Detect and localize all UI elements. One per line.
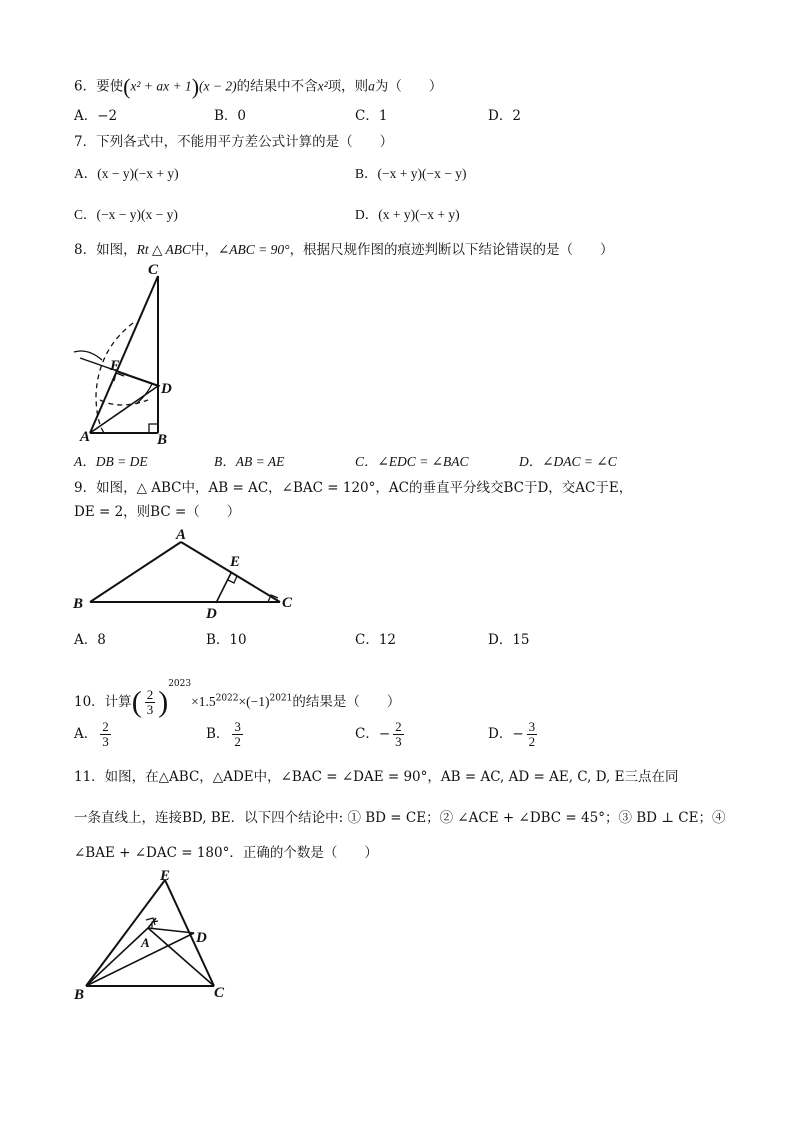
q10-mid: ×1.5 [191,694,216,709]
q10-mid2: ×(−1) [238,694,270,709]
q8-label-e: E [110,358,121,374]
q8-option-d[interactable]: D．∠DAC = ∠C [519,454,617,469]
q11-label-a: A [141,935,150,950]
q6-stem: 6．要使(x² + ax + 1)(x − 2)的结果中不含x²项，则a为（ ） [74,74,443,99]
q10-option-a[interactable]: A． $\frac{2}{3}$ [74,719,109,749]
q7-option-c[interactable]: C．(−x − y)(x − y) [74,207,178,222]
q6-var: a [368,78,375,94]
q7-option-b[interactable]: B．(−x + y)(−x − y) [355,166,467,181]
q11-label-b: B [74,987,85,1003]
q8-label-d: D [161,381,172,397]
q9-stem-line2: DE = 2，则BC =（ ） [74,504,241,520]
q7-option-a[interactable]: A．(x − y)(−x + y) [74,166,179,181]
q11-stem-line2: 一条直线上，连接BD, BE．以下四个结论中: ① BD = CE；② ∠ACE + ∠DBC = 45°；③ BD ⊥ CE；④ [74,810,726,826]
q9-label-e: E [230,554,241,570]
q7-option-d[interactable]: D．(x + y)(−x + y) [355,207,460,222]
q6-suffix: 项，则 [327,78,369,95]
q10-suffix: 的结果是（ ） [292,694,401,710]
q11-label-e: E [160,868,171,884]
q6-option-b[interactable]: B．0 [214,108,247,124]
q9-label-c: C [282,595,293,611]
q9-option-b[interactable]: B．10 [206,632,247,648]
q6-option-c[interactable]: C．1 [355,108,388,124]
q6-option-a[interactable]: A．−2 [74,108,118,124]
q6-poly2: (x − 2) [199,78,237,94]
q8-option-c[interactable]: C．∠EDC = ∠BAC [355,454,469,469]
q9-option-a[interactable]: A．8 [74,632,106,648]
q10-stem: 10．计算( $\frac{2}{3}$ )$^{2023}\times 1.5^{2022}\times(-1)^{2021}$的结果是（ ） [74,679,401,719]
q9-option-c[interactable]: C．12 [355,632,397,648]
q10-exponent-2: 2022 [215,693,239,704]
q10-option-d[interactable]: D．− $\frac{3}{2}$ [488,719,536,749]
q6-middle: 的结果中不含 [236,78,318,95]
q6-ending: 为（ ） [374,78,443,95]
q8-option-a[interactable]: A．DB = DE [74,454,148,469]
q6-option-d[interactable]: D．2 [488,108,521,124]
q9-label-b: B [73,596,84,612]
q8-angle: ∠ABC = 90° [217,242,290,257]
q8-middle: 中， [190,242,218,258]
q10-exponent-3: 2021 [269,693,293,704]
q11-label-d: D [196,930,207,946]
q8-label-c: C [148,262,159,278]
q9-label-d: D [206,606,217,622]
q6-poly1: x² + ax + 1 [130,78,192,94]
q8-option-b[interactable]: B．AB = AE [214,454,285,469]
q6-term: x² [317,78,328,94]
q11-label-c: C [214,985,225,1001]
q8-suffix: ，根据尺规作图的痕迹判断以下结论错误的是（ ） [289,242,614,258]
q8-triangle: Rt △ ABC [136,242,191,257]
q10-prefix: 10．计算 [74,694,132,710]
q9-stem-line1: 9．如图，△ ABC中，AB = AC，∠BAC = 120°，AC的垂直平分线交BC于D，交AC于E， [74,480,633,496]
q8-label-b: B [157,432,168,448]
q10-exponent-1: 2023 [168,679,192,689]
q8-prefix: 8．如图， [74,242,137,258]
q8-stem [74,241,614,259]
q6-prefix: 6．要使 [74,78,124,95]
q8-label-a: A [80,429,91,445]
q9-option-d[interactable]: D．15 [488,632,530,648]
q11-stem-line1: 11．如图，在△ABC，△ADE中，∠BAC = ∠DAE = 90°，AB = AC, AD = AE, C, D, E三点在同 [74,769,679,785]
q11-stem-line3: ∠BAE + ∠DAC = 180°．正确的个数是（ ） [74,845,378,861]
q10-option-b[interactable]: B． $\frac{3}{2}$ [206,719,241,749]
q10-option-c[interactable]: C．− $\frac{2}{3}$ [355,719,402,749]
q9-label-a: A [176,527,187,543]
q7-stem: 7．下列各式中，不能用平方差公式计算的是（ ） [74,134,394,150]
q10-fraction: $\frac{2}{3}$ [146,687,154,717]
